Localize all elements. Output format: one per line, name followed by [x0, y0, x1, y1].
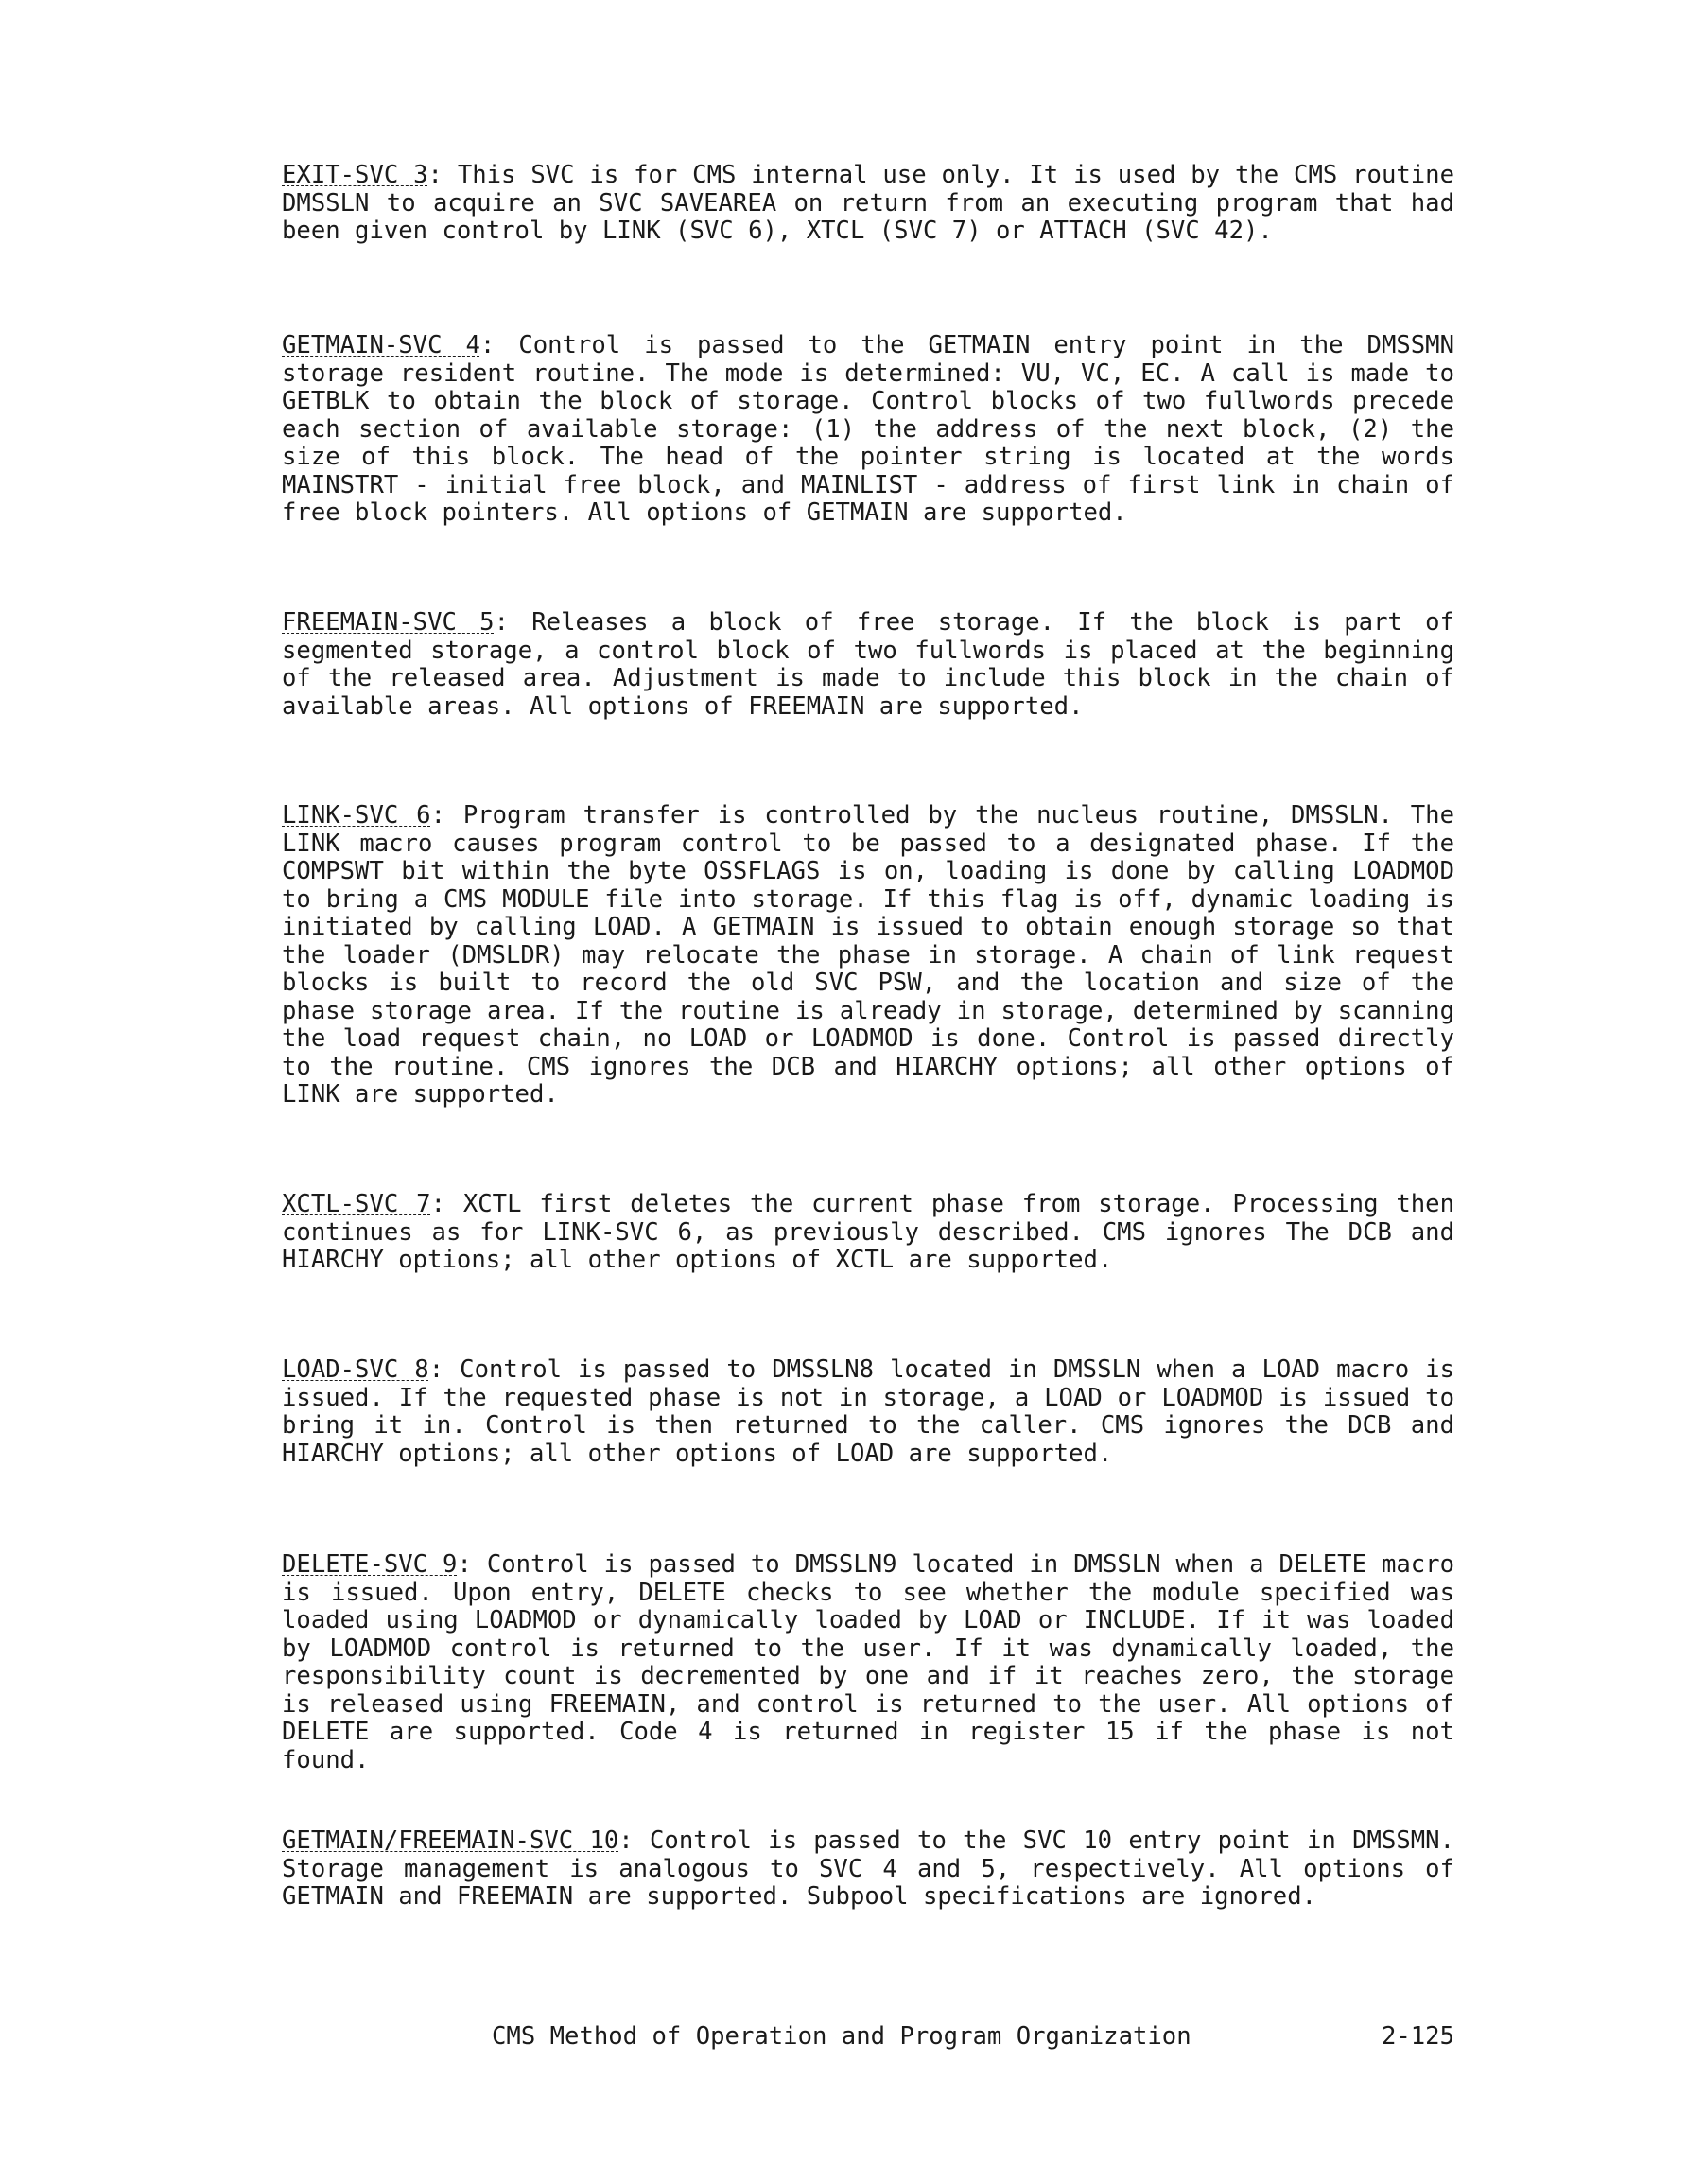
section-text: : Control is passed to DMSSLN9 located in DMSSLN when a DELETE macro is issued. Upon entry, DELETE checks to see whether the module specified was loaded using LOADMOD or dynamically loaded by LOAD or INCLUDE. If it was loaded by LOADMOD control is returned to the user. If it was dynamically loaded, the responsibility count is decremented by one and if it reaches zero, the storage is released using FREEMAIN, and control is returned to the user. All options of DELETE are supported. Code 4 is returned in register 15 if the phase is not found.	[282, 1550, 1454, 1774]
section-text: : XCTL first deletes the current phase from storage. Processing then continues as for LINK-SVC 6, as previously described. CMS ignores The DCB and HIARCHY options; all other options of XCTL are supported.	[282, 1190, 1455, 1274]
page-number: 2-125	[1381, 2022, 1454, 2051]
section-text: : Program transfer is controlled by the nucleus routine, DMSSLN. The LINK macro causes program control to be passed to a designated phase. If the COMPSWT bit within the byte OSSFLAGS is on, loading is done by calling LOADMOD to bring a CMS MODULE file into storage. If this flag is off, dynamic loading is initiated by calling LOAD. A GETMAIN is issued to obtain enough storage so that the loader (DMSLDR) may relocate the phase in storage. A chain of link request blocks is built to record the old SVC PSW, and the location and size of the phase storage area. If the routine is already in storage, determined by scanning the load request chain, no LOAD or LOADMOD is done. Control is passed directly to the routine. CMS ignores the DCB and HIARCHY options; all other options of LINK are supported.	[282, 801, 1455, 1109]
section-text: : Releases a block of free storage. If the block is part of segmented storage, a control block of two fullwords is placed at the beginning of the released area. Adjustment is made to include this block in the chain of available areas. All options of FREEMAIN are supported.	[282, 608, 1454, 721]
section-load-svc-8	[282, 1356, 1454, 1468]
section-text: : Control is passed to DMSSLN8 located in DMSSLN when a LOAD macro is issued. If the requested phase is not in storage, a LOAD or LOADMOD is issued to bring it in. Control is then returned to the caller. CMS ignores the DCB and HIARCHY options; all other options of LOAD are supported.	[282, 1355, 1455, 1468]
section-text: : Control is passed to the GETMAIN entry point in the DMSSMN storage resident routine. The mode is determined: VU, VC, EC. A call is made to GETBLK to obtain the block of storage. Control blocks of two fullwords precede each section of available storage: (1) the address of the next block, (2) the size of this block. The head of the pointer string is located at the words MAINSTRT - initial free block, and MAINLIST - address of first link in chain of free block pointers. All options of GETMAIN are supported.	[282, 331, 1454, 527]
section-heading: LOAD-SVC 8	[282, 1355, 429, 1384]
footer-title: CMS Method of Operation and Program Organization	[492, 2022, 1191, 2051]
section-delete-svc-9	[282, 1551, 1454, 1774]
section-text: : This SVC is for CMS internal use only. It is used by the CMS routine DMSSLN to acquire an SVC SAVEAREA on return from an executing program that had been given control by LINK (SVC 6), XTCL (SVC 7) or ATTACH (SVC 42).	[282, 161, 1454, 245]
section-heading: EXIT-SVC 3	[282, 161, 428, 189]
section-text: : Control is passed to the SVC 10 entry point in DMSSMN. Storage management is analogous to SVC 4 and 5, respectively. All options of GETMAIN and FREEMAIN are supported. Subpool specifications are ignored.	[282, 1826, 1454, 1911]
section-exit-svc-3	[282, 162, 1454, 246]
section-heading: GETMAIN/FREEMAIN-SVC 10	[282, 1826, 619, 1855]
section-heading: GETMAIN-SVC 4	[282, 331, 480, 359]
section-heading: DELETE-SVC 9	[282, 1550, 458, 1579]
section-getmain-freemain-svc-10	[282, 1827, 1454, 1912]
section-xctl-svc-7	[282, 1191, 1454, 1275]
section-link-svc-6	[282, 802, 1454, 1109]
section-heading: LINK-SVC 6	[282, 801, 431, 830]
section-freemain-svc-5	[282, 609, 1454, 721]
section-heading: FREEMAIN-SVC 5	[282, 608, 495, 637]
section-getmain-svc-4	[282, 332, 1454, 528]
page-footer	[492, 2022, 1454, 2051]
section-heading: XCTL-SVC 7	[282, 1190, 431, 1218]
